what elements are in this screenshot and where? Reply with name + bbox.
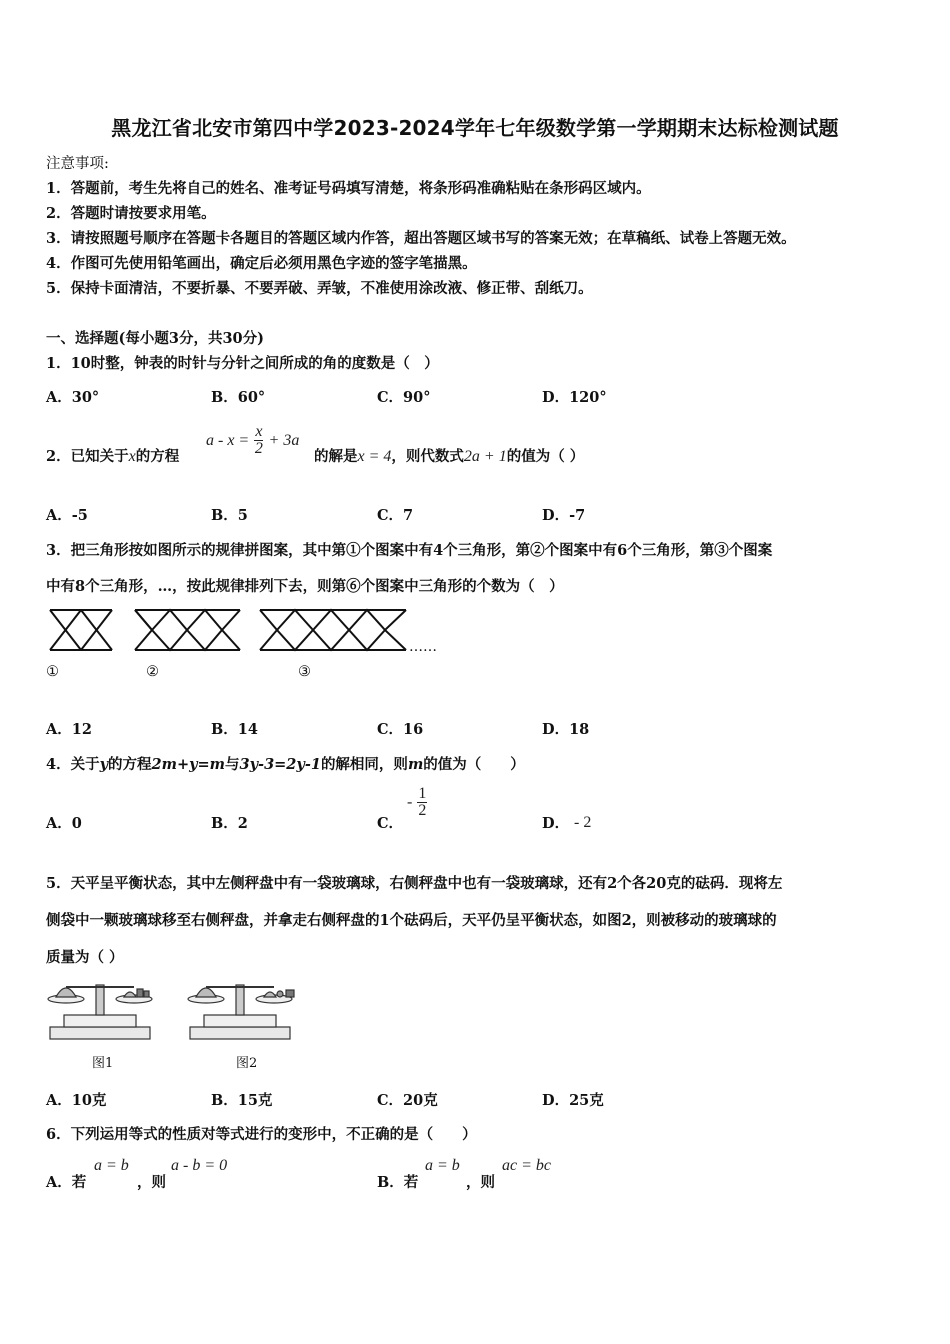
q3-figure-label-2: ② bbox=[146, 664, 159, 680]
q2-stem-pre: 2．已知关于x的方程 bbox=[46, 448, 180, 465]
q5-option-a[interactable]: A．10克 bbox=[46, 1092, 107, 1109]
q2-option-b[interactable]: B．5 bbox=[211, 507, 248, 524]
notice-header: 注意事项: bbox=[46, 156, 109, 172]
q1-stem: 1．10时整，钟表的时针与分针之间所成的角的度数是（ ） bbox=[46, 355, 439, 372]
q6-option-b-result: ac = bc bbox=[502, 1157, 551, 1174]
q6-option-b-label[interactable]: B．若 bbox=[377, 1174, 419, 1191]
q3-stem-line1: 3．把三角形按如图所示的规律拼图案，其中第①个图案中有4个三角形，第②个图案中有6个三角形，第③个图案 bbox=[46, 542, 773, 559]
q6-option-a-then: ，则 bbox=[137, 1174, 166, 1191]
q2-option-d[interactable]: D．-7 bbox=[542, 507, 586, 524]
q5-option-d[interactable]: D．25克 bbox=[542, 1092, 604, 1109]
q2-equation: a - x = $\frac{x}{2}$ + 3a bbox=[206, 423, 300, 457]
q3-ellipsis: …… bbox=[409, 639, 437, 655]
pattern-3 bbox=[260, 610, 406, 650]
q3-stem-line2: 中有8个三角形，…，按此规律排列下去，则第⑥个图案中三角形的个数为（ ） bbox=[46, 578, 564, 595]
q5-figure-label-1: 图1 bbox=[92, 1056, 114, 1071]
q6-option-a-label[interactable]: A．若 bbox=[46, 1174, 87, 1191]
q3-figure-label-3: ③ bbox=[298, 664, 311, 680]
notice-item-4: 4．作图可先使用铅笔画出，确定后必须用黑色字迹的签字笔描黑。 bbox=[46, 255, 477, 272]
q5-option-c[interactable]: C．20克 bbox=[377, 1092, 438, 1109]
q3-triangle-pattern-figure bbox=[46, 606, 416, 654]
q5-stem-line1: 5．天平呈平衡状态，其中左侧秤盘中有一袋玻璃球，右侧秤盘中也有一袋玻璃球，还有2个各20克的砝码．现将左 bbox=[46, 875, 783, 892]
q6-option-b-then: ，则 bbox=[466, 1174, 495, 1191]
q5-stem-line3: 质量为（ ） bbox=[46, 949, 124, 966]
notice-item-1: 1．答题前，考生先将自己的姓名、准考证号码填写清楚，将条形码准确粘贴在条形码区域内。 bbox=[46, 180, 651, 197]
q3-option-d[interactable]: D．18 bbox=[542, 721, 590, 738]
pattern-2 bbox=[135, 610, 240, 650]
q2-option-a[interactable]: A．-5 bbox=[46, 507, 88, 524]
q3-option-c[interactable]: C．16 bbox=[377, 721, 424, 738]
q2-option-c[interactable]: C．7 bbox=[377, 507, 414, 524]
q3-option-b[interactable]: B．14 bbox=[211, 721, 258, 738]
q1-option-b[interactable]: B．60° bbox=[211, 389, 266, 406]
q6-stem: 6．下列运用等式的性质对等式进行的变形中，不正确的是（ ） bbox=[46, 1126, 477, 1143]
q4-option-d-value: - 2 bbox=[574, 814, 592, 831]
q6-option-b-condition: a = b bbox=[425, 1157, 460, 1174]
q4-option-d-label[interactable]: D． bbox=[542, 815, 570, 832]
q5-stem-line2: 侧袋中一颗玻璃球移至右侧秤盘，并拿走右侧秤盘的1个砝码后，天平仍呈平衡状态，如图2，则被移动的玻璃球的 bbox=[46, 912, 777, 929]
q4-option-c-value: - $\frac{1}{2}$ bbox=[407, 785, 427, 819]
notice-item-2: 2．答题时请按要求用笔。 bbox=[46, 205, 216, 222]
q1-option-a[interactable]: A．30° bbox=[46, 389, 100, 406]
q4-option-b[interactable]: B．2 bbox=[211, 815, 248, 832]
q1-option-d[interactable]: D．120° bbox=[542, 389, 607, 406]
page-title: 黑龙江省北安市第四中学2023-2024学年七年级数学第一学期期末达标检测试题 bbox=[111, 116, 839, 140]
q5-balance-figure-2 bbox=[184, 975, 304, 1045]
q6-option-a-condition: a = b bbox=[94, 1157, 129, 1174]
notice-item-5: 5．保持卡面清洁，不要折暴、不要弄破、弄皱，不准使用涂改液、修正带、刮纸刀。 bbox=[46, 280, 593, 297]
q5-balance-figure-1 bbox=[44, 975, 156, 1045]
q5-option-b[interactable]: B．15克 bbox=[211, 1092, 273, 1109]
q1-option-c[interactable]: C．90° bbox=[377, 389, 431, 406]
q4-option-c-label[interactable]: C． bbox=[377, 815, 404, 832]
q4-stem: 4．关于y的方程2m+y=m与3y-3=2y-1的解相同，则m的值为（ ） bbox=[46, 756, 525, 773]
q5-figure-label-2: 图2 bbox=[236, 1056, 258, 1071]
notice-item-3: 3．请按照题号顺序在答题卡各题目的答题区域内作答，超出答题区域书写的答案无效；在草稿纸、试卷上答题无效。 bbox=[46, 230, 796, 247]
q4-option-a[interactable]: A．0 bbox=[46, 815, 82, 832]
q3-figure-label-1: ① bbox=[46, 664, 59, 680]
pattern-1 bbox=[50, 610, 112, 650]
q6-option-a-result: a - b = 0 bbox=[171, 1157, 228, 1174]
q3-option-a[interactable]: A．12 bbox=[46, 721, 92, 738]
section-heading: 一、选择题(每小题3分，共30分) bbox=[46, 330, 264, 347]
q2-stem-post: 的解是x = 4，则代数式2a + 1的值为（ ） bbox=[314, 448, 585, 465]
